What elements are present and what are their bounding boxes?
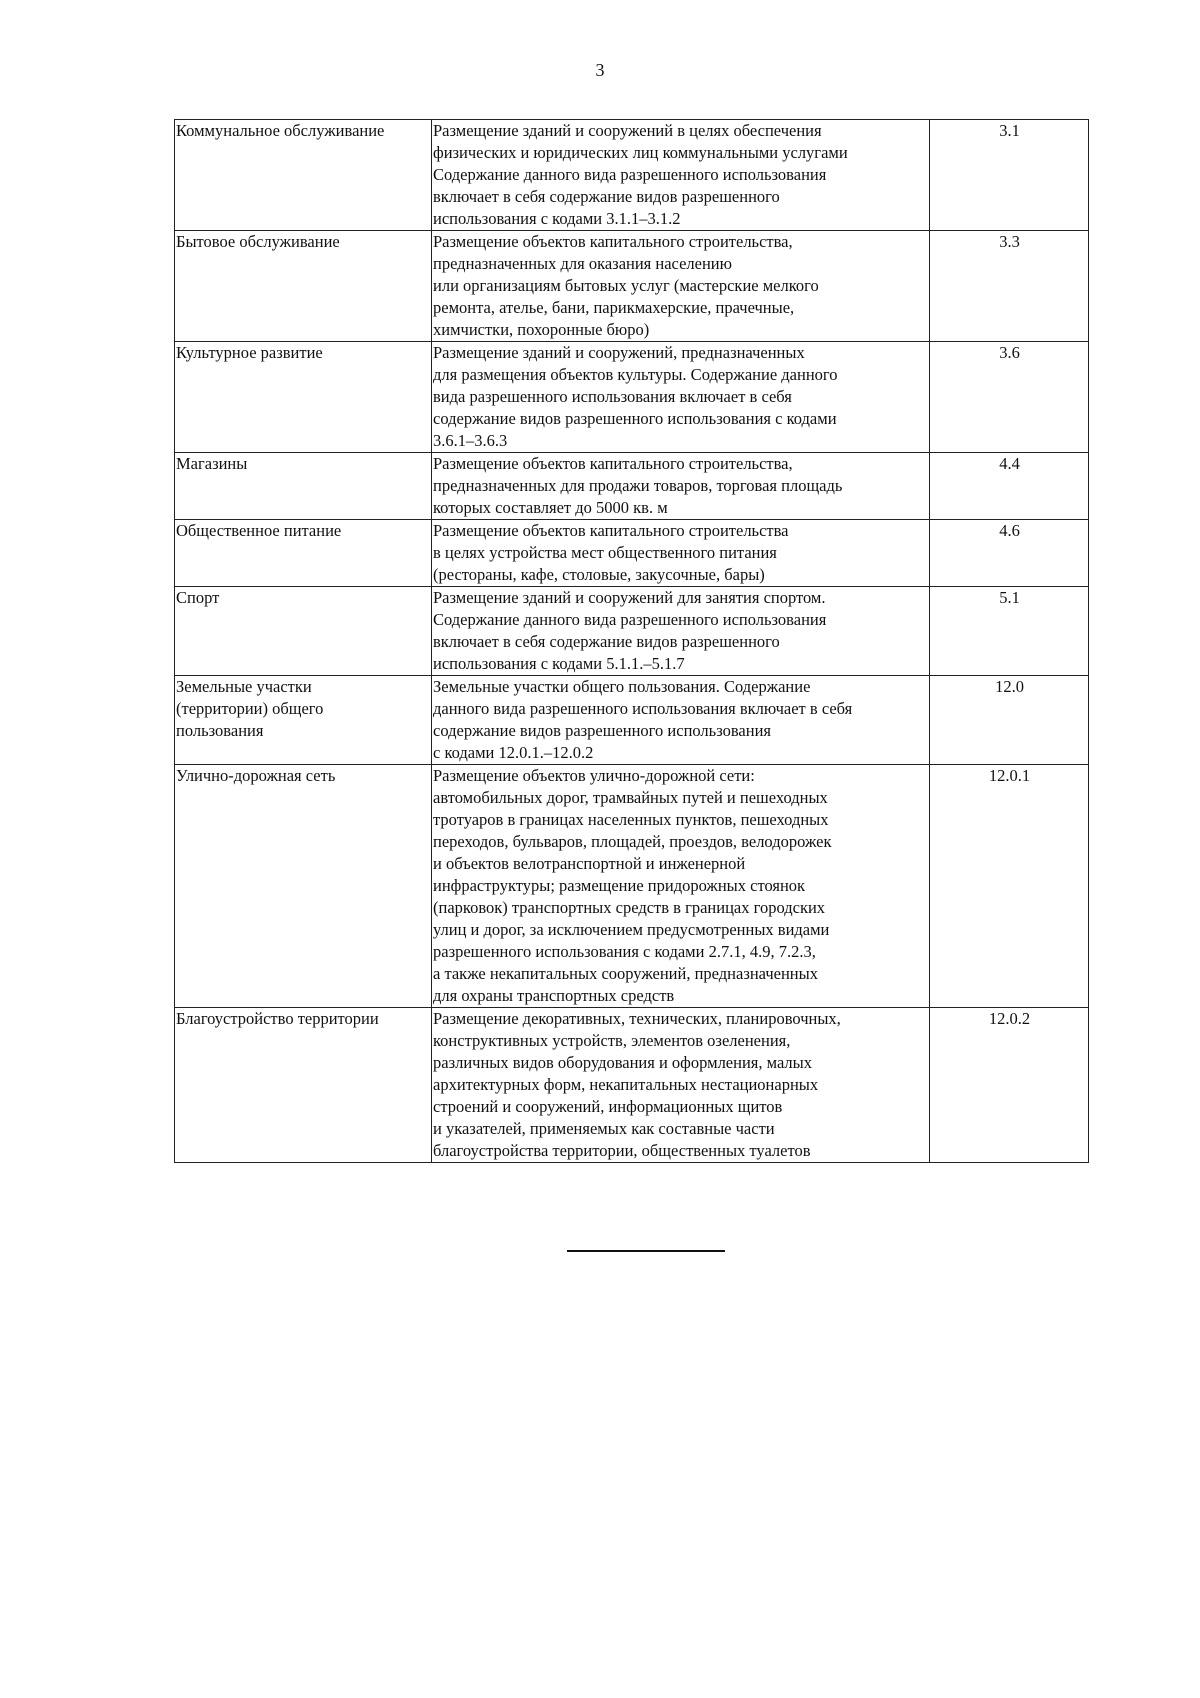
description-line: инфраструктуры; размещение придорожных стоянок [433, 876, 806, 895]
land-use-name-cell: Общественное питание [175, 520, 432, 587]
description-line: включает в себя содержание видов разрешенного [433, 187, 780, 206]
description-line: (рестораны, кафе, столовые, закусочные, бары) [433, 565, 765, 584]
land-use-name-cell: Улично-дорожная сеть [175, 765, 432, 1008]
table-row [175, 676, 1089, 765]
description-line: благоустройства территории, общественных туалетов [433, 1141, 811, 1160]
description-line: Размещение объектов капитального строительства, [433, 232, 793, 251]
description-line: содержание видов разрешенного использования с кодами [433, 409, 837, 428]
description-line: которых составляет до 5000 кв. м [433, 498, 668, 517]
land-use-description-cell [432, 342, 930, 453]
land-use-code-cell: 5.1 [930, 587, 1089, 676]
description-line: в целях устройства мест общественного питания [433, 543, 777, 562]
description-line: Размещение объектов улично-дорожной сети: [433, 766, 755, 785]
land-use-description-cell [432, 120, 930, 231]
description-line: включает в себя содержание видов разрешенного [433, 632, 780, 651]
description-line: тротуаров в границах населенных пунктов, пешеходных [433, 810, 829, 829]
land-use-description-cell [432, 676, 930, 765]
land-use-description-cell [432, 765, 930, 1008]
land-use-name-cell: Бытовое обслуживание [175, 231, 432, 342]
land-use-description-cell [432, 520, 930, 587]
table-row [175, 520, 1089, 587]
table-row [175, 342, 1089, 453]
description-line: данного вида разрешенного использования включает в себя [433, 699, 853, 718]
land-use-description-cell [432, 453, 930, 520]
land-use-code-cell: 4.6 [930, 520, 1089, 587]
description-line: 3.6.1–3.6.3 [433, 431, 508, 450]
description-line: улиц и дорог, за исключением предусмотренных видами [433, 920, 830, 939]
description-line: Размещение объектов капитального строительства, [433, 454, 793, 473]
description-line: автомобильных дорог, трамвайных путей и пешеходных [433, 788, 828, 807]
description-line: содержание видов разрешенного использования [433, 721, 772, 740]
land-use-code-cell: 3.3 [930, 231, 1089, 342]
land-use-name-line: пользования [176, 721, 264, 740]
land-use-code-cell: 12.0.2 [930, 1008, 1089, 1163]
description-line: различных видов оборудования и оформления, малых [433, 1053, 812, 1072]
description-line: вида разрешенного использования включает в себя [433, 387, 792, 406]
land-use-name-cell: Коммунальное обслуживание [175, 120, 432, 231]
description-line: для охраны транспортных средств [433, 986, 675, 1005]
land-use-name-cell: Магазины [175, 453, 432, 520]
description-line: химчистки, похоронные бюро) [433, 320, 650, 339]
table-row [175, 1008, 1089, 1163]
land-use-code-cell: 4.4 [930, 453, 1089, 520]
description-line: и указателей, применяемых как составные части [433, 1119, 775, 1138]
description-line: и объектов велотранспортной и инженерной [433, 854, 746, 873]
description-line: Размещение объектов капитального строительства [433, 521, 789, 540]
land-use-name-cell [175, 676, 432, 765]
description-line: Размещение зданий и сооружений в целях обеспечения [433, 121, 822, 140]
page-number: 3 [595, 60, 605, 80]
description-line: строений и сооружений, информационных щитов [433, 1097, 783, 1116]
land-use-description-cell [432, 231, 930, 342]
table-row [175, 231, 1089, 342]
land-use-code-cell: 3.6 [930, 342, 1089, 453]
land-use-table [174, 119, 1089, 1163]
description-line: Размещение декоративных, технических, планировочных, [433, 1009, 841, 1028]
description-line: разрешенного использования с кодами 2.7.1, 4.9, 7.2.3, [433, 942, 816, 961]
table-body [175, 120, 1089, 1163]
description-line: Содержание данного вида разрешенного использования [433, 165, 827, 184]
description-line: архитектурных форм, некапитальных нестационарных [433, 1075, 819, 1094]
description-line: ремонта, ателье, бани, парикмахерские, прачечные, [433, 298, 795, 317]
land-use-code-cell: 3.1 [930, 120, 1089, 231]
table-row [175, 587, 1089, 676]
land-use-name-line: Земельные участки [176, 677, 312, 696]
description-line: переходов, бульваров, площадей, проездов, велодорожек [433, 832, 832, 851]
description-line: использования с кодами 3.1.1–3.1.2 [433, 209, 681, 228]
description-line: для размещения объектов культуры. Содержание данного [433, 365, 838, 384]
description-line: Размещение зданий и сооружений для занятия спортом. [433, 588, 826, 607]
description-line: Размещение зданий и сооружений, предназначенных [433, 343, 805, 362]
description-line: Земельные участки общего пользования. Содержание [433, 677, 811, 696]
table-row [175, 120, 1089, 231]
closing-separator-line [567, 1250, 725, 1252]
land-use-description-cell [432, 587, 930, 676]
description-line: конструктивных устройств, элементов озеленения, [433, 1031, 791, 1050]
land-use-code-cell: 12.0 [930, 676, 1089, 765]
table-row [175, 453, 1089, 520]
land-use-code-cell: 12.0.1 [930, 765, 1089, 1008]
description-line: физических и юридических лиц коммунальными услугами [433, 143, 848, 162]
land-use-name-cell: Культурное развитие [175, 342, 432, 453]
description-line: или организациям бытовых услуг (мастерские мелкого [433, 276, 819, 295]
description-line: предназначенных для продажи товаров, торговая площадь [433, 476, 843, 495]
description-line: использования с кодами 5.1.1.–5.1.7 [433, 654, 685, 673]
description-line: а также некапитальных сооружений, предназначенных [433, 964, 818, 983]
land-use-description-cell [432, 1008, 930, 1163]
description-line: Содержание данного вида разрешенного использования [433, 610, 827, 629]
land-use-name-line: (территории) общего [176, 699, 324, 718]
description-line: предназначенных для оказания населению [433, 254, 732, 273]
land-use-name-cell: Благоустройство территории [175, 1008, 432, 1163]
table-row [175, 765, 1089, 1008]
land-use-name-cell: Спорт [175, 587, 432, 676]
description-line: с кодами 12.0.1.–12.0.2 [433, 743, 594, 762]
description-line: (парковок) транспортных средств в границах городских [433, 898, 826, 917]
